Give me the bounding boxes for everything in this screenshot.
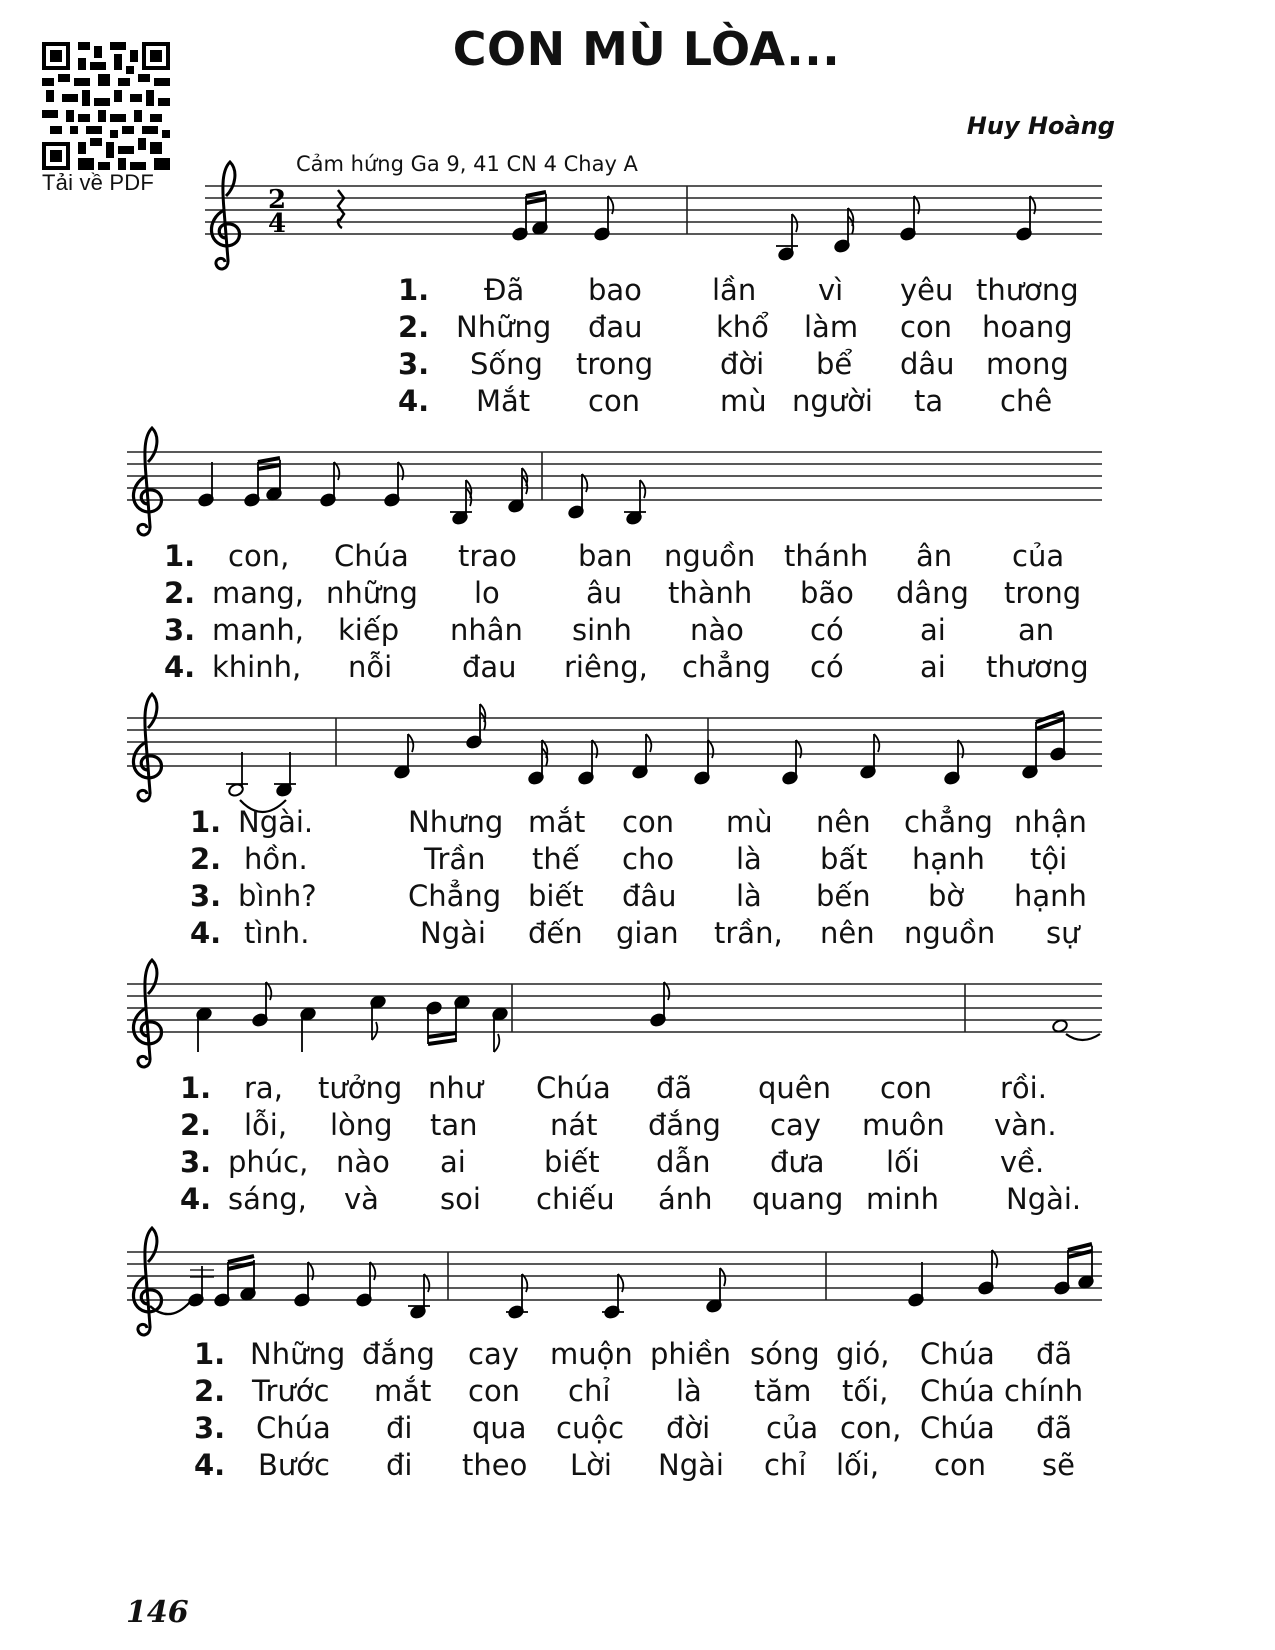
lyric-syllable: vì xyxy=(818,273,844,307)
lyrics-system-1 xyxy=(0,272,1275,420)
lyric-syllable: Những xyxy=(456,310,552,344)
lyric-syllable: tội xyxy=(1030,842,1068,876)
lyric-syllable: lối, xyxy=(836,1448,880,1482)
lyric-syllable: có xyxy=(810,613,844,647)
lyric-syllable: bể xyxy=(816,347,853,381)
lyric-syllable: mắt xyxy=(374,1374,432,1408)
lyric-syllable: đời xyxy=(666,1411,711,1445)
lyric-syllable: chê xyxy=(1000,384,1053,418)
lyric-syllable: đi xyxy=(386,1411,413,1445)
lyric-syllable: Chúa xyxy=(536,1071,611,1105)
lyric-syllable: Trước xyxy=(252,1374,330,1408)
lyrics-system-2 xyxy=(0,538,1275,686)
verse-number: 1. xyxy=(194,1337,226,1371)
verse-line xyxy=(0,309,1275,346)
lyric-syllable: chính xyxy=(1004,1374,1084,1408)
lyric-syllable: thương xyxy=(976,273,1079,307)
lyric-syllable: có xyxy=(810,650,844,684)
lyrics-system-4 xyxy=(0,1070,1275,1218)
lyric-syllable: sóng xyxy=(750,1337,820,1371)
lyric-syllable: đưa xyxy=(770,1145,825,1179)
lyric-syllable: đã xyxy=(656,1071,693,1105)
verse-number: 4. xyxy=(398,384,430,418)
lyric-syllable: nỗi xyxy=(348,650,393,684)
verse-line xyxy=(0,1336,1275,1373)
lyric-syllable: ai xyxy=(920,650,946,684)
lyric-syllable: đi xyxy=(386,1448,413,1482)
lyric-syllable: Sống xyxy=(470,347,543,381)
lyric-syllable: Chúa xyxy=(256,1411,331,1445)
lyric-syllable: Ngài xyxy=(420,916,486,950)
staff-system-4 xyxy=(0,960,1275,1070)
treble-clef-icon xyxy=(133,960,161,1067)
lyric-syllable: Ngài xyxy=(658,1448,724,1482)
lyric-syllable: bất xyxy=(820,842,868,876)
staff-system-1 xyxy=(0,160,1275,280)
lyric-syllable: con xyxy=(588,384,641,418)
lyric-syllable: Chúa xyxy=(920,1374,995,1408)
lyric-syllable: bờ xyxy=(928,879,965,913)
lyric-syllable: chiếu xyxy=(536,1182,615,1216)
lyric-syllable: làm xyxy=(804,310,859,344)
lyrics-system-5 xyxy=(0,1336,1275,1484)
verse-number: 3. xyxy=(194,1411,226,1445)
time-signature-top: 2 xyxy=(268,185,287,215)
lyric-syllable: hoang xyxy=(982,310,1073,344)
verse-number: 4. xyxy=(194,1448,226,1482)
staff-system-2 xyxy=(0,420,1275,540)
verse-number: 3. xyxy=(180,1145,212,1179)
lyric-syllable: khinh, xyxy=(212,650,302,684)
lyric-syllable: trong xyxy=(1004,576,1082,610)
lyric-syllable: nên xyxy=(816,805,871,839)
verse-line xyxy=(0,804,1275,841)
lyric-syllable: hạnh xyxy=(1014,879,1087,913)
verse-number: 4. xyxy=(190,916,222,950)
lyric-syllable: đã xyxy=(1036,1337,1073,1371)
lyric-syllable: biết xyxy=(528,879,584,913)
verse-number: 1. xyxy=(164,539,196,573)
lyric-syllable: nào xyxy=(690,613,744,647)
lyric-syllable: đâu xyxy=(622,879,677,913)
lyric-syllable: minh xyxy=(866,1182,940,1216)
lyric-syllable: về. xyxy=(1000,1145,1045,1179)
lyric-syllable: lòng xyxy=(330,1108,393,1142)
lyric-syllable: lỗi, xyxy=(244,1108,288,1142)
lyric-syllable: ánh xyxy=(658,1182,713,1216)
lyric-syllable: tưởng xyxy=(318,1071,403,1105)
lyric-syllable: cuộc xyxy=(556,1411,625,1445)
lyric-syllable: vàn. xyxy=(994,1108,1057,1142)
page-number: 146 xyxy=(126,1595,189,1630)
lyric-syllable: ai xyxy=(440,1145,466,1179)
lyric-syllable: soi xyxy=(440,1182,481,1216)
lyric-syllable: biết xyxy=(544,1145,600,1179)
verse-line xyxy=(0,575,1275,612)
verse-line xyxy=(0,1410,1275,1447)
lyric-syllable: con, xyxy=(228,539,290,573)
lyric-syllable: kiếp xyxy=(338,613,400,647)
verse-line xyxy=(0,612,1275,649)
verse-line xyxy=(0,1181,1275,1218)
lyric-syllable: Nhưng xyxy=(408,805,504,839)
lyric-syllable: âu xyxy=(586,576,623,610)
lyric-syllable: con xyxy=(900,310,953,344)
lyric-syllable: ân xyxy=(916,539,953,573)
scripture-reference: Cảm hứng Ga 9, 41 CN 4 Chay A xyxy=(296,152,638,176)
lyric-syllable: muộn xyxy=(550,1337,633,1371)
lyric-syllable: gian xyxy=(616,916,679,950)
lyric-syllable: cay xyxy=(770,1108,821,1142)
lyric-syllable: muôn xyxy=(862,1108,945,1142)
lyric-syllable: nguồn xyxy=(904,916,996,950)
verse-line xyxy=(0,1070,1275,1107)
lyric-syllable: tăm xyxy=(754,1374,812,1408)
staff-system-3 xyxy=(0,690,1275,820)
lyric-syllable: ra, xyxy=(244,1071,283,1105)
lyric-syllable: là xyxy=(676,1374,702,1408)
lyric-syllable: cho xyxy=(622,842,675,876)
verse-line xyxy=(0,915,1275,952)
lyric-syllable: đắng xyxy=(362,1337,435,1371)
verse-line xyxy=(0,841,1275,878)
lyric-syllable: quên xyxy=(758,1071,832,1105)
verse-number: 3. xyxy=(398,347,430,381)
lyric-syllable: phúc, xyxy=(228,1145,309,1179)
lyric-syllable: con xyxy=(880,1071,933,1105)
time-signature-bottom: 4 xyxy=(268,209,287,239)
verse-number: 4. xyxy=(180,1182,212,1216)
lyric-syllable: chẳng xyxy=(904,805,993,839)
download-pdf-label[interactable]: Tải về PDF xyxy=(42,170,155,195)
lyric-syllable: mù xyxy=(720,384,767,418)
lyric-syllable: thánh xyxy=(784,539,869,573)
lyric-syllable: an xyxy=(1018,613,1055,647)
verse-number: 2. xyxy=(164,576,196,610)
verse-number: 2. xyxy=(180,1108,212,1142)
lyric-syllable: riêng, xyxy=(564,650,648,684)
lyric-syllable: con xyxy=(622,805,675,839)
lyric-syllable: tối, xyxy=(842,1374,889,1408)
lyric-syllable: Đã xyxy=(484,273,525,307)
lyric-syllable: nhận xyxy=(1014,805,1087,839)
lyric-syllable: yêu xyxy=(900,273,954,307)
lyric-syllable: cay xyxy=(468,1337,519,1371)
lyric-syllable: nên xyxy=(820,916,875,950)
lyric-syllable: sẽ xyxy=(1042,1448,1075,1482)
composer-name: Huy Hoàng xyxy=(966,112,1115,140)
lyric-syllable: là xyxy=(736,879,762,913)
lyric-syllable: bình? xyxy=(238,879,317,913)
lyric-syllable: Chúa xyxy=(334,539,409,573)
verse-line xyxy=(0,272,1275,309)
lyric-syllable: lối xyxy=(886,1145,920,1179)
lyric-syllable: sinh xyxy=(572,613,632,647)
lyric-syllable: chẳng xyxy=(682,650,771,684)
verse-number: 3. xyxy=(190,879,222,913)
lyric-syllable: nguồn xyxy=(664,539,756,573)
verse-line xyxy=(0,1373,1275,1410)
verse-line xyxy=(0,383,1275,420)
lyric-syllable: Chúa xyxy=(920,1411,995,1445)
lyric-syllable: mù xyxy=(726,805,773,839)
verse-line xyxy=(0,1447,1275,1484)
lyric-syllable: lo xyxy=(474,576,500,610)
verse-number: 3. xyxy=(164,613,196,647)
verse-line xyxy=(0,1107,1275,1144)
lyric-syllable: sáng, xyxy=(228,1182,307,1216)
lyric-syllable: người xyxy=(792,384,873,418)
verse-number: 2. xyxy=(194,1374,226,1408)
lyric-syllable: Lời xyxy=(570,1448,612,1482)
lyric-syllable: của xyxy=(766,1411,819,1445)
lyric-syllable: bao xyxy=(588,273,642,307)
verse-number: 1. xyxy=(190,805,222,839)
lyric-syllable: hạnh xyxy=(912,842,985,876)
lyric-syllable: theo xyxy=(462,1448,528,1482)
lyric-syllable: và xyxy=(344,1182,379,1216)
lyric-syllable: Chẳng xyxy=(408,879,502,913)
lyric-syllable: mang, xyxy=(212,576,305,610)
lyric-syllable: phiền xyxy=(650,1337,732,1371)
verse-line xyxy=(0,538,1275,575)
lyric-syllable: ta xyxy=(914,384,944,418)
lyric-syllable: Trần xyxy=(424,842,486,876)
lyric-syllable: đau xyxy=(588,310,643,344)
lyric-syllable: sự xyxy=(1046,916,1080,950)
verse-line xyxy=(0,346,1275,383)
treble-clef-icon xyxy=(133,428,161,535)
verse-line xyxy=(0,649,1275,686)
lyric-syllable: thành xyxy=(668,576,753,610)
lyric-syllable: bão xyxy=(800,576,854,610)
lyric-syllable: dâu xyxy=(900,347,955,381)
lyric-syllable: qua xyxy=(472,1411,527,1445)
lyric-syllable: Mắt xyxy=(476,384,531,418)
lyric-syllable: chỉ xyxy=(764,1448,807,1482)
verse-number: 1. xyxy=(180,1071,212,1105)
lyric-syllable: Ngài. xyxy=(1006,1182,1082,1216)
lyric-syllable: thế xyxy=(532,842,580,876)
lyric-syllable: hồn. xyxy=(244,842,308,876)
lyric-syllable: thương xyxy=(986,650,1089,684)
verse-number: 2. xyxy=(190,842,222,876)
lyric-syllable: quang xyxy=(752,1182,844,1216)
lyric-syllable: con xyxy=(934,1448,987,1482)
lyric-syllable: ban xyxy=(578,539,633,573)
lyric-syllable: gió, xyxy=(836,1337,890,1371)
lyric-syllable: trao xyxy=(458,539,517,573)
lyric-syllable: lần xyxy=(712,273,757,307)
lyric-syllable: rồi. xyxy=(1000,1071,1047,1105)
lyric-syllable: đắng xyxy=(648,1108,721,1142)
lyric-syllable: manh, xyxy=(212,613,304,647)
lyric-syllable: đến xyxy=(528,916,583,950)
lyric-syllable: đời xyxy=(720,347,765,381)
staff-system-5-notes xyxy=(0,1230,1275,1350)
lyric-syllable: tình. xyxy=(244,916,310,950)
lyric-syllable: mắt xyxy=(528,805,586,839)
lyrics-system-3 xyxy=(0,804,1275,952)
tie-icon xyxy=(1066,1034,1100,1040)
lyric-syllable: Bước xyxy=(258,1448,330,1482)
lyric-syllable: là xyxy=(736,842,762,876)
lyric-syllable: nào xyxy=(336,1145,390,1179)
lyric-syllable: con, xyxy=(840,1411,902,1445)
verse-line xyxy=(0,1144,1275,1181)
lyric-syllable: đã xyxy=(1036,1411,1073,1445)
lyric-syllable: con xyxy=(468,1374,521,1408)
lyric-syllable: khổ xyxy=(716,310,769,344)
lyric-syllable: tan xyxy=(430,1108,478,1142)
lyric-syllable: nát xyxy=(550,1108,598,1142)
song-title: CON MÙ LÒA... xyxy=(452,22,841,76)
lyric-syllable: Những xyxy=(250,1337,346,1371)
lyric-syllable: những xyxy=(326,576,418,610)
lyric-syllable: mong xyxy=(986,347,1069,381)
lyric-syllable: trần, xyxy=(714,916,783,950)
lyric-syllable: trong xyxy=(576,347,654,381)
lyric-syllable: dẫn xyxy=(656,1145,711,1179)
treble-clef-icon xyxy=(133,694,161,801)
treble-clef-icon xyxy=(211,162,239,269)
verse-number: 4. xyxy=(164,650,196,684)
verse-number: 2. xyxy=(398,310,430,344)
verse-line xyxy=(0,878,1275,915)
lyric-syllable: Chúa xyxy=(920,1337,995,1371)
lyric-syllable: chỉ xyxy=(568,1374,611,1408)
verse-number: 1. xyxy=(398,273,430,307)
lyric-syllable: nhân xyxy=(450,613,523,647)
lyric-syllable: ai xyxy=(920,613,946,647)
lyric-syllable: dâng xyxy=(896,576,969,610)
lyric-syllable: của xyxy=(1012,539,1065,573)
lyric-syllable: Ngài. xyxy=(238,805,314,839)
lyric-syllable: như xyxy=(428,1071,484,1105)
lyric-syllable: đau xyxy=(462,650,517,684)
lyric-syllable: bến xyxy=(816,879,871,913)
